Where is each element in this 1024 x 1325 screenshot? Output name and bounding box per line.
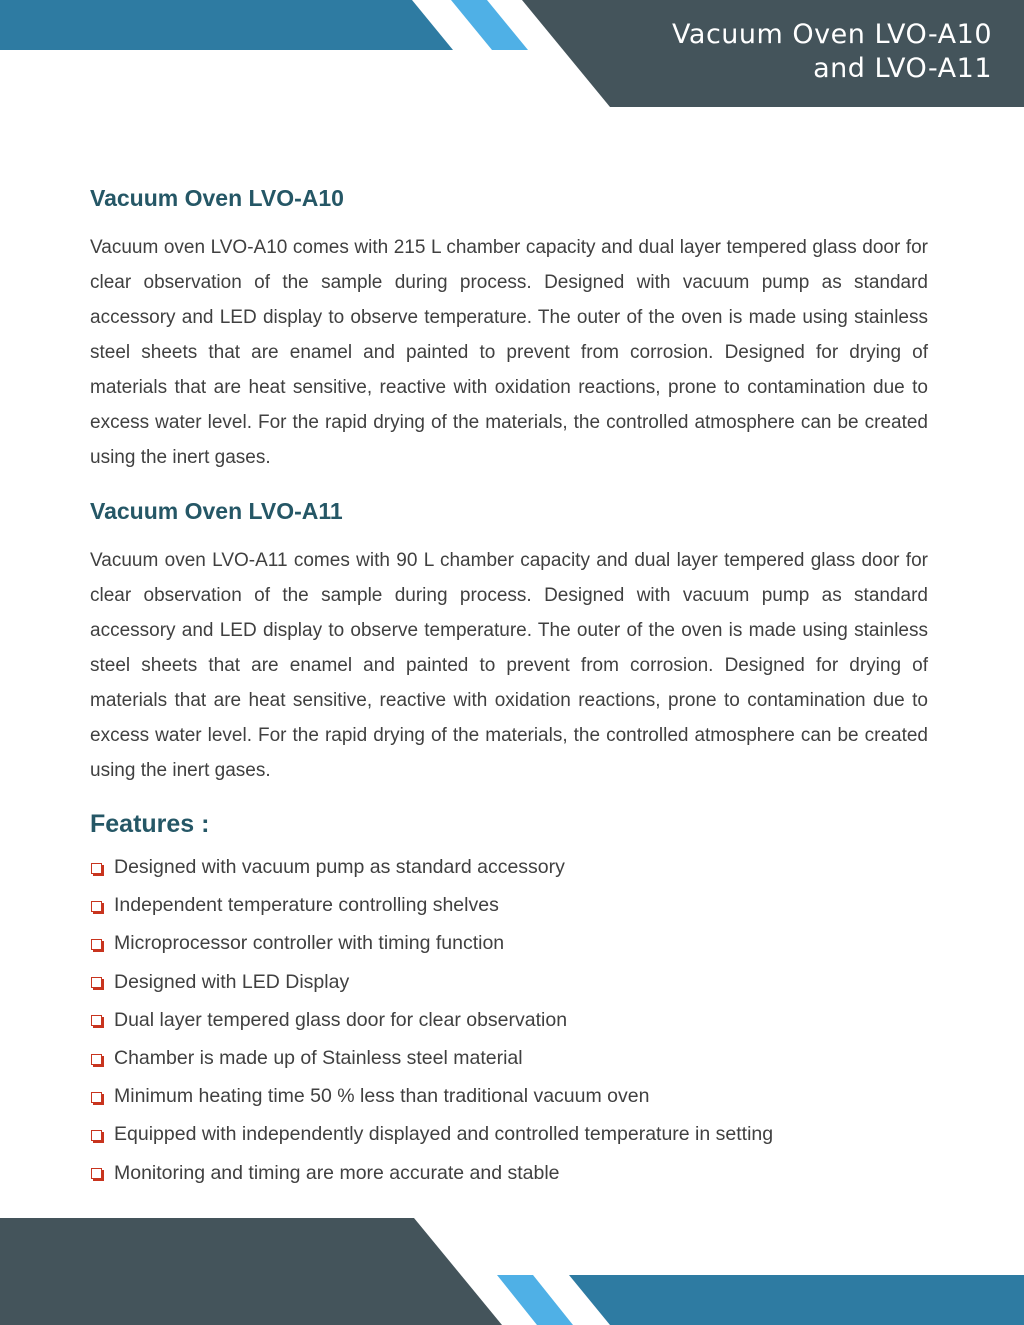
checkbox-bullet-icon xyxy=(91,977,102,988)
header-blue-band xyxy=(0,0,453,50)
checkbox-bullet-icon xyxy=(91,1054,102,1065)
list-item xyxy=(90,848,928,886)
feature-text: Chamber is made up of Stainless steel material xyxy=(114,1047,523,1070)
checkbox-bullet-icon xyxy=(91,1130,102,1141)
checkbox-bullet-icon xyxy=(91,1092,102,1103)
feature-text: Equipped with independently displayed and controlled temperature in setting xyxy=(114,1123,774,1146)
list-item xyxy=(90,886,928,924)
section-lvo-a11 xyxy=(90,491,928,788)
section-heading: Vacuum Oven LVO-A11 xyxy=(90,498,343,524)
main-content xyxy=(90,178,928,1192)
section-body: Vacuum oven LVO-A11 comes with 90 L chamber capacity and dual layer tempered glass door for clear observation of the sample during process. Designed with vacuum pump as standard accessory and LED display to observe temperature. The outer of the oven is made using stainless steel sheets that are enamel and painted to prevent from corrosion. Designed for drying of materials that are heat sensitive, reactive with oxidation reactions, prone to contamination due to excess water level. For the rapid drying of the materials, the controlled atmosphere can be created using the inert gases. xyxy=(90,550,928,781)
feature-text: Monitoring and timing are more accurate and stable xyxy=(114,1161,560,1184)
footer-dark-band xyxy=(0,1218,502,1325)
feature-text: Designed with LED Display xyxy=(114,970,350,993)
feature-text: Microprocessor controller with timing function xyxy=(114,932,505,955)
checkbox-bullet-icon xyxy=(91,939,102,950)
feature-text: Designed with vacuum pump as standard accessory xyxy=(114,856,565,878)
list-item xyxy=(90,1077,928,1115)
features-section xyxy=(90,804,928,1192)
page-title-line-1: Vacuum Oven LVO-A10 xyxy=(672,19,992,50)
checkbox-bullet-icon xyxy=(91,901,102,912)
feature-text: Independent temperature controlling shelves xyxy=(114,894,499,917)
section-lvo-a10 xyxy=(90,178,928,475)
checkbox-bullet-icon xyxy=(91,1015,102,1026)
list-item xyxy=(90,1039,928,1077)
list-item xyxy=(90,1001,928,1039)
page-title-line-2: and LVO-A11 xyxy=(813,53,992,84)
features-list xyxy=(90,848,928,1192)
section-body: Vacuum oven LVO-A10 comes with 215 L chamber capacity and dual layer tempered glass door for clear observation of the sample during process. Designed with vacuum pump as standard accessory and LED display to observe temperature. The outer of the oven is made using stainless steel sheets that are enamel and painted to prevent from corrosion. Designed for drying of materials that are heat sensitive, reactive with oxidation reactions, prone to contamination due to excess water level. For the rapid drying of the materials, the controlled atmosphere can be created using the inert gases. xyxy=(90,237,928,468)
list-item xyxy=(90,1154,928,1192)
checkbox-bullet-icon xyxy=(91,863,102,874)
page-title xyxy=(672,18,992,86)
list-item xyxy=(90,1115,928,1153)
feature-text: Dual layer tempered glass door for clear observation xyxy=(114,1008,568,1031)
list-item xyxy=(90,924,928,962)
section-heading: Vacuum Oven LVO-A10 xyxy=(90,185,344,211)
list-item xyxy=(90,963,928,1001)
header-light-stripe xyxy=(451,0,528,50)
footer-light-stripe xyxy=(497,1275,573,1325)
feature-text: Minimum heating time 50 % less than traditional vacuum oven xyxy=(114,1085,650,1108)
checkbox-bullet-icon xyxy=(91,1168,102,1179)
features-heading: Features : xyxy=(90,810,210,838)
footer-blue-band xyxy=(569,1275,1024,1325)
